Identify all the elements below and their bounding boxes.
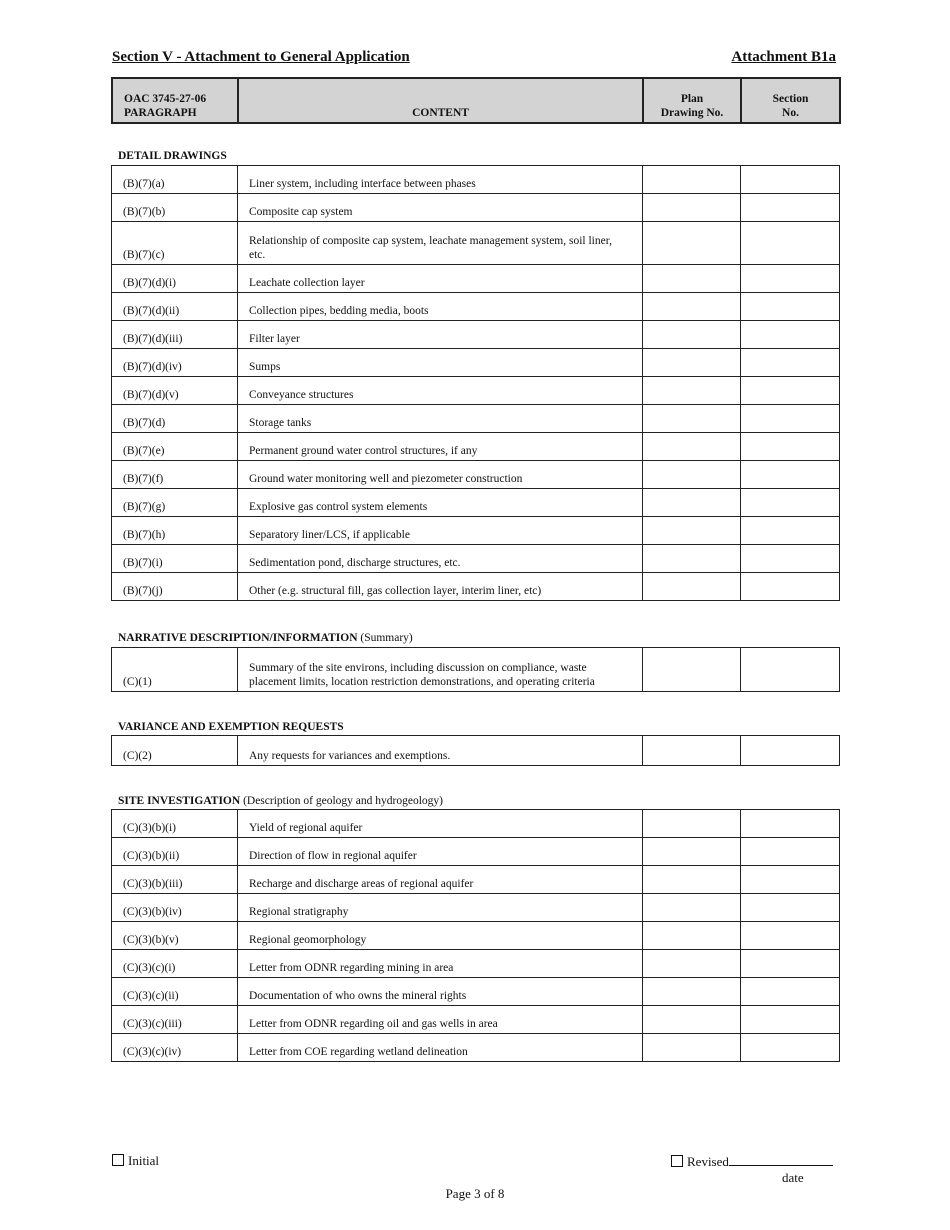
content-cell: Storage tanks	[238, 405, 643, 433]
paragraph-cell: (C)(2)	[112, 736, 238, 766]
paragraph-cell: (C)(3)(c)(ii)	[112, 978, 238, 1006]
section-no-cell[interactable]	[741, 405, 840, 433]
content-cell: Explosive gas control system elements	[238, 489, 643, 517]
header-paragraph: OAC 3745-27-06 PARAGRAPH	[112, 78, 238, 123]
plan-drawing-cell[interactable]	[643, 866, 741, 894]
content-cell: Summary of the site environs, including discussion on compliance, waste placement limits, location restriction demonstrations, and operating criteria	[238, 648, 643, 692]
table-row	[112, 293, 840, 321]
table-row	[112, 573, 840, 601]
section-no-cell[interactable]	[741, 433, 840, 461]
column-header-table	[111, 77, 841, 124]
plan-drawing-cell[interactable]	[643, 838, 741, 866]
section-no-cell[interactable]	[741, 377, 840, 405]
section-no-cell[interactable]	[741, 321, 840, 349]
plan-drawing-cell[interactable]	[643, 517, 741, 545]
paragraph-cell: (B)(7)(d)(ii)	[112, 293, 238, 321]
content-cell: Yield of regional aquifer	[238, 810, 643, 838]
site-investigation-table	[111, 809, 840, 1062]
paragraph-cell: (C)(3)(c)(iv)	[112, 1034, 238, 1062]
paragraph-cell: (C)(3)(b)(i)	[112, 810, 238, 838]
revised-checkbox[interactable]: Revised	[671, 1153, 833, 1170]
plan-drawing-cell[interactable]	[643, 736, 741, 766]
table-row	[112, 648, 840, 692]
plan-drawing-cell[interactable]	[643, 321, 741, 349]
content-cell: Relationship of composite cap system, leachate management system, soil liner, etc.	[238, 222, 643, 265]
table-row	[112, 194, 840, 222]
variance-title: VARIANCE AND EXEMPTION REQUESTS	[118, 721, 344, 733]
plan-drawing-cell[interactable]	[643, 489, 741, 517]
paragraph-cell: (B)(7)(j)	[112, 573, 238, 601]
page-header	[112, 49, 836, 69]
attachment-title: Attachment B1a	[731, 49, 836, 65]
content-cell: Regional geomorphology	[238, 922, 643, 950]
plan-drawing-cell[interactable]	[643, 265, 741, 293]
table-row	[112, 433, 840, 461]
paragraph-cell: (B)(7)(h)	[112, 517, 238, 545]
table-row	[112, 222, 840, 265]
section-title: Section V - Attachment to General Application	[112, 49, 410, 65]
paragraph-cell: (B)(7)(g)	[112, 489, 238, 517]
paragraph-cell: (B)(7)(d)(iv)	[112, 349, 238, 377]
plan-drawing-cell[interactable]	[643, 1006, 741, 1034]
section-no-cell[interactable]	[741, 1034, 840, 1062]
detail-drawings-table	[111, 165, 840, 601]
section-no-cell[interactable]	[741, 736, 840, 766]
paragraph-cell: (B)(7)(d)(iii)	[112, 321, 238, 349]
table-row	[112, 517, 840, 545]
content-cell: Ground water monitoring well and piezometer construction	[238, 461, 643, 489]
table-row	[112, 265, 840, 293]
table-row	[112, 1034, 840, 1062]
section-no-cell[interactable]	[741, 194, 840, 222]
table-row	[112, 736, 840, 766]
content-cell: Letter from ODNR regarding oil and gas wells in area	[238, 1006, 643, 1034]
section-no-cell[interactable]	[741, 838, 840, 866]
content-cell: Any requests for variances and exemptions.	[238, 736, 643, 766]
section-no-cell[interactable]	[741, 461, 840, 489]
content-cell: Documentation of who owns the mineral rights	[238, 978, 643, 1006]
content-cell: Other (e.g. structural fill, gas collection layer, interim liner, etc)	[238, 573, 643, 601]
section-no-cell[interactable]	[741, 922, 840, 950]
plan-drawing-cell[interactable]	[643, 978, 741, 1006]
checkbox-icon	[671, 1155, 683, 1167]
table-row	[112, 838, 840, 866]
plan-drawing-cell[interactable]	[643, 377, 741, 405]
table-row	[112, 349, 840, 377]
paragraph-cell: (C)(3)(b)(v)	[112, 922, 238, 950]
table-row	[112, 545, 840, 573]
paragraph-cell: (B)(7)(d)(v)	[112, 377, 238, 405]
narrative-table	[111, 647, 840, 692]
plan-drawing-cell[interactable]	[643, 894, 741, 922]
content-cell: Separatory liner/LCS, if applicable	[238, 517, 643, 545]
plan-drawing-cell[interactable]	[643, 222, 741, 265]
table-row	[112, 922, 840, 950]
paragraph-cell: (B)(7)(d)(i)	[112, 265, 238, 293]
paragraph-cell: (C)(3)(b)(ii)	[112, 838, 238, 866]
section-no-cell[interactable]	[741, 950, 840, 978]
section-no-cell[interactable]	[741, 349, 840, 377]
plan-drawing-cell[interactable]	[643, 545, 741, 573]
plan-drawing-cell[interactable]	[643, 573, 741, 601]
plan-drawing-cell[interactable]	[643, 950, 741, 978]
date-label: date	[782, 1170, 804, 1185]
paragraph-cell: (B)(7)(b)	[112, 194, 238, 222]
table-row	[112, 377, 840, 405]
section-no-cell[interactable]	[741, 978, 840, 1006]
content-cell: Filter layer	[238, 321, 643, 349]
plan-drawing-cell[interactable]	[643, 922, 741, 950]
section-no-cell[interactable]	[741, 222, 840, 265]
paragraph-cell: (C)(3)(c)(i)	[112, 950, 238, 978]
paragraph-cell: (B)(7)(d)	[112, 405, 238, 433]
table-row	[112, 489, 840, 517]
plan-drawing-cell[interactable]	[643, 1034, 741, 1062]
content-cell: Sedimentation pond, discharge structures, etc.	[238, 545, 643, 573]
content-cell: Composite cap system	[238, 194, 643, 222]
table-row	[112, 1006, 840, 1034]
variance-table	[111, 735, 840, 766]
paragraph-cell: (B)(7)(i)	[112, 545, 238, 573]
section-no-cell[interactable]	[741, 894, 840, 922]
site-investigation-title: SITE INVESTIGATION (Description of geology and hydrogeology)	[118, 795, 443, 807]
detail-drawings-title: DETAIL DRAWINGS	[118, 150, 227, 162]
content-cell: Direction of flow in regional aquifer	[238, 838, 643, 866]
header-section-no: Section No.	[741, 78, 840, 123]
content-cell: Regional stratigraphy	[238, 894, 643, 922]
paragraph-cell: (B)(7)(a)	[112, 166, 238, 194]
page-number: Page 3 of 8	[445, 1186, 505, 1201]
narrative-title: NARRATIVE DESCRIPTION/INFORMATION (Summary)	[118, 632, 413, 644]
table-row	[112, 978, 840, 1006]
plan-drawing-cell[interactable]	[643, 349, 741, 377]
content-cell: Letter from COE regarding wetland delineation	[238, 1034, 643, 1062]
table-row	[112, 405, 840, 433]
plan-drawing-cell[interactable]	[643, 810, 741, 838]
paragraph-cell: (C)(3)(b)(iii)	[112, 866, 238, 894]
section-no-cell[interactable]	[741, 517, 840, 545]
table-row	[112, 950, 840, 978]
content-cell: Conveyance structures	[238, 377, 643, 405]
section-no-cell[interactable]	[741, 545, 840, 573]
table-row	[112, 810, 840, 838]
content-cell: Letter from ODNR regarding mining in area	[238, 950, 643, 978]
section-no-cell[interactable]	[741, 489, 840, 517]
plan-drawing-cell[interactable]	[643, 433, 741, 461]
plan-drawing-cell[interactable]	[643, 648, 741, 692]
section-no-cell[interactable]	[741, 573, 840, 601]
section-no-cell[interactable]	[741, 166, 840, 194]
content-cell: Recharge and discharge areas of regional aquifer	[238, 866, 643, 894]
paragraph-cell: (C)(1)	[112, 648, 238, 692]
table-row	[112, 321, 840, 349]
paragraph-cell: (C)(3)(b)(iv)	[112, 894, 238, 922]
header-content: CONTENT	[238, 78, 643, 123]
content-cell: Sumps	[238, 349, 643, 377]
table-row	[112, 894, 840, 922]
plan-drawing-cell[interactable]	[643, 194, 741, 222]
content-cell: Permanent ground water control structures, if any	[238, 433, 643, 461]
plan-drawing-cell[interactable]	[643, 166, 741, 194]
plan-drawing-cell[interactable]	[643, 461, 741, 489]
paragraph-cell: (C)(3)(c)(iii)	[112, 1006, 238, 1034]
section-no-cell[interactable]	[741, 810, 840, 838]
section-no-cell[interactable]	[741, 293, 840, 321]
plan-drawing-cell[interactable]	[643, 405, 741, 433]
section-no-cell[interactable]	[741, 1006, 840, 1034]
table-row	[112, 866, 840, 894]
section-no-cell[interactable]	[741, 648, 840, 692]
checkbox-icon	[112, 1154, 124, 1166]
paragraph-cell: (B)(7)(f)	[112, 461, 238, 489]
header-plan-drawing: Plan Drawing No.	[643, 78, 741, 123]
paragraph-cell: (B)(7)(c)	[112, 222, 238, 265]
section-no-cell[interactable]	[741, 265, 840, 293]
initial-checkbox[interactable]: Initial	[112, 1153, 159, 1169]
content-cell: Leachate collection layer	[238, 265, 643, 293]
revised-date-line[interactable]	[729, 1153, 833, 1166]
table-row	[112, 166, 840, 194]
content-cell: Liner system, including interface between phases	[238, 166, 643, 194]
paragraph-cell: (B)(7)(e)	[112, 433, 238, 461]
content-cell: Collection pipes, bedding media, boots	[238, 293, 643, 321]
table-row	[112, 461, 840, 489]
section-no-cell[interactable]	[741, 866, 840, 894]
plan-drawing-cell[interactable]	[643, 293, 741, 321]
